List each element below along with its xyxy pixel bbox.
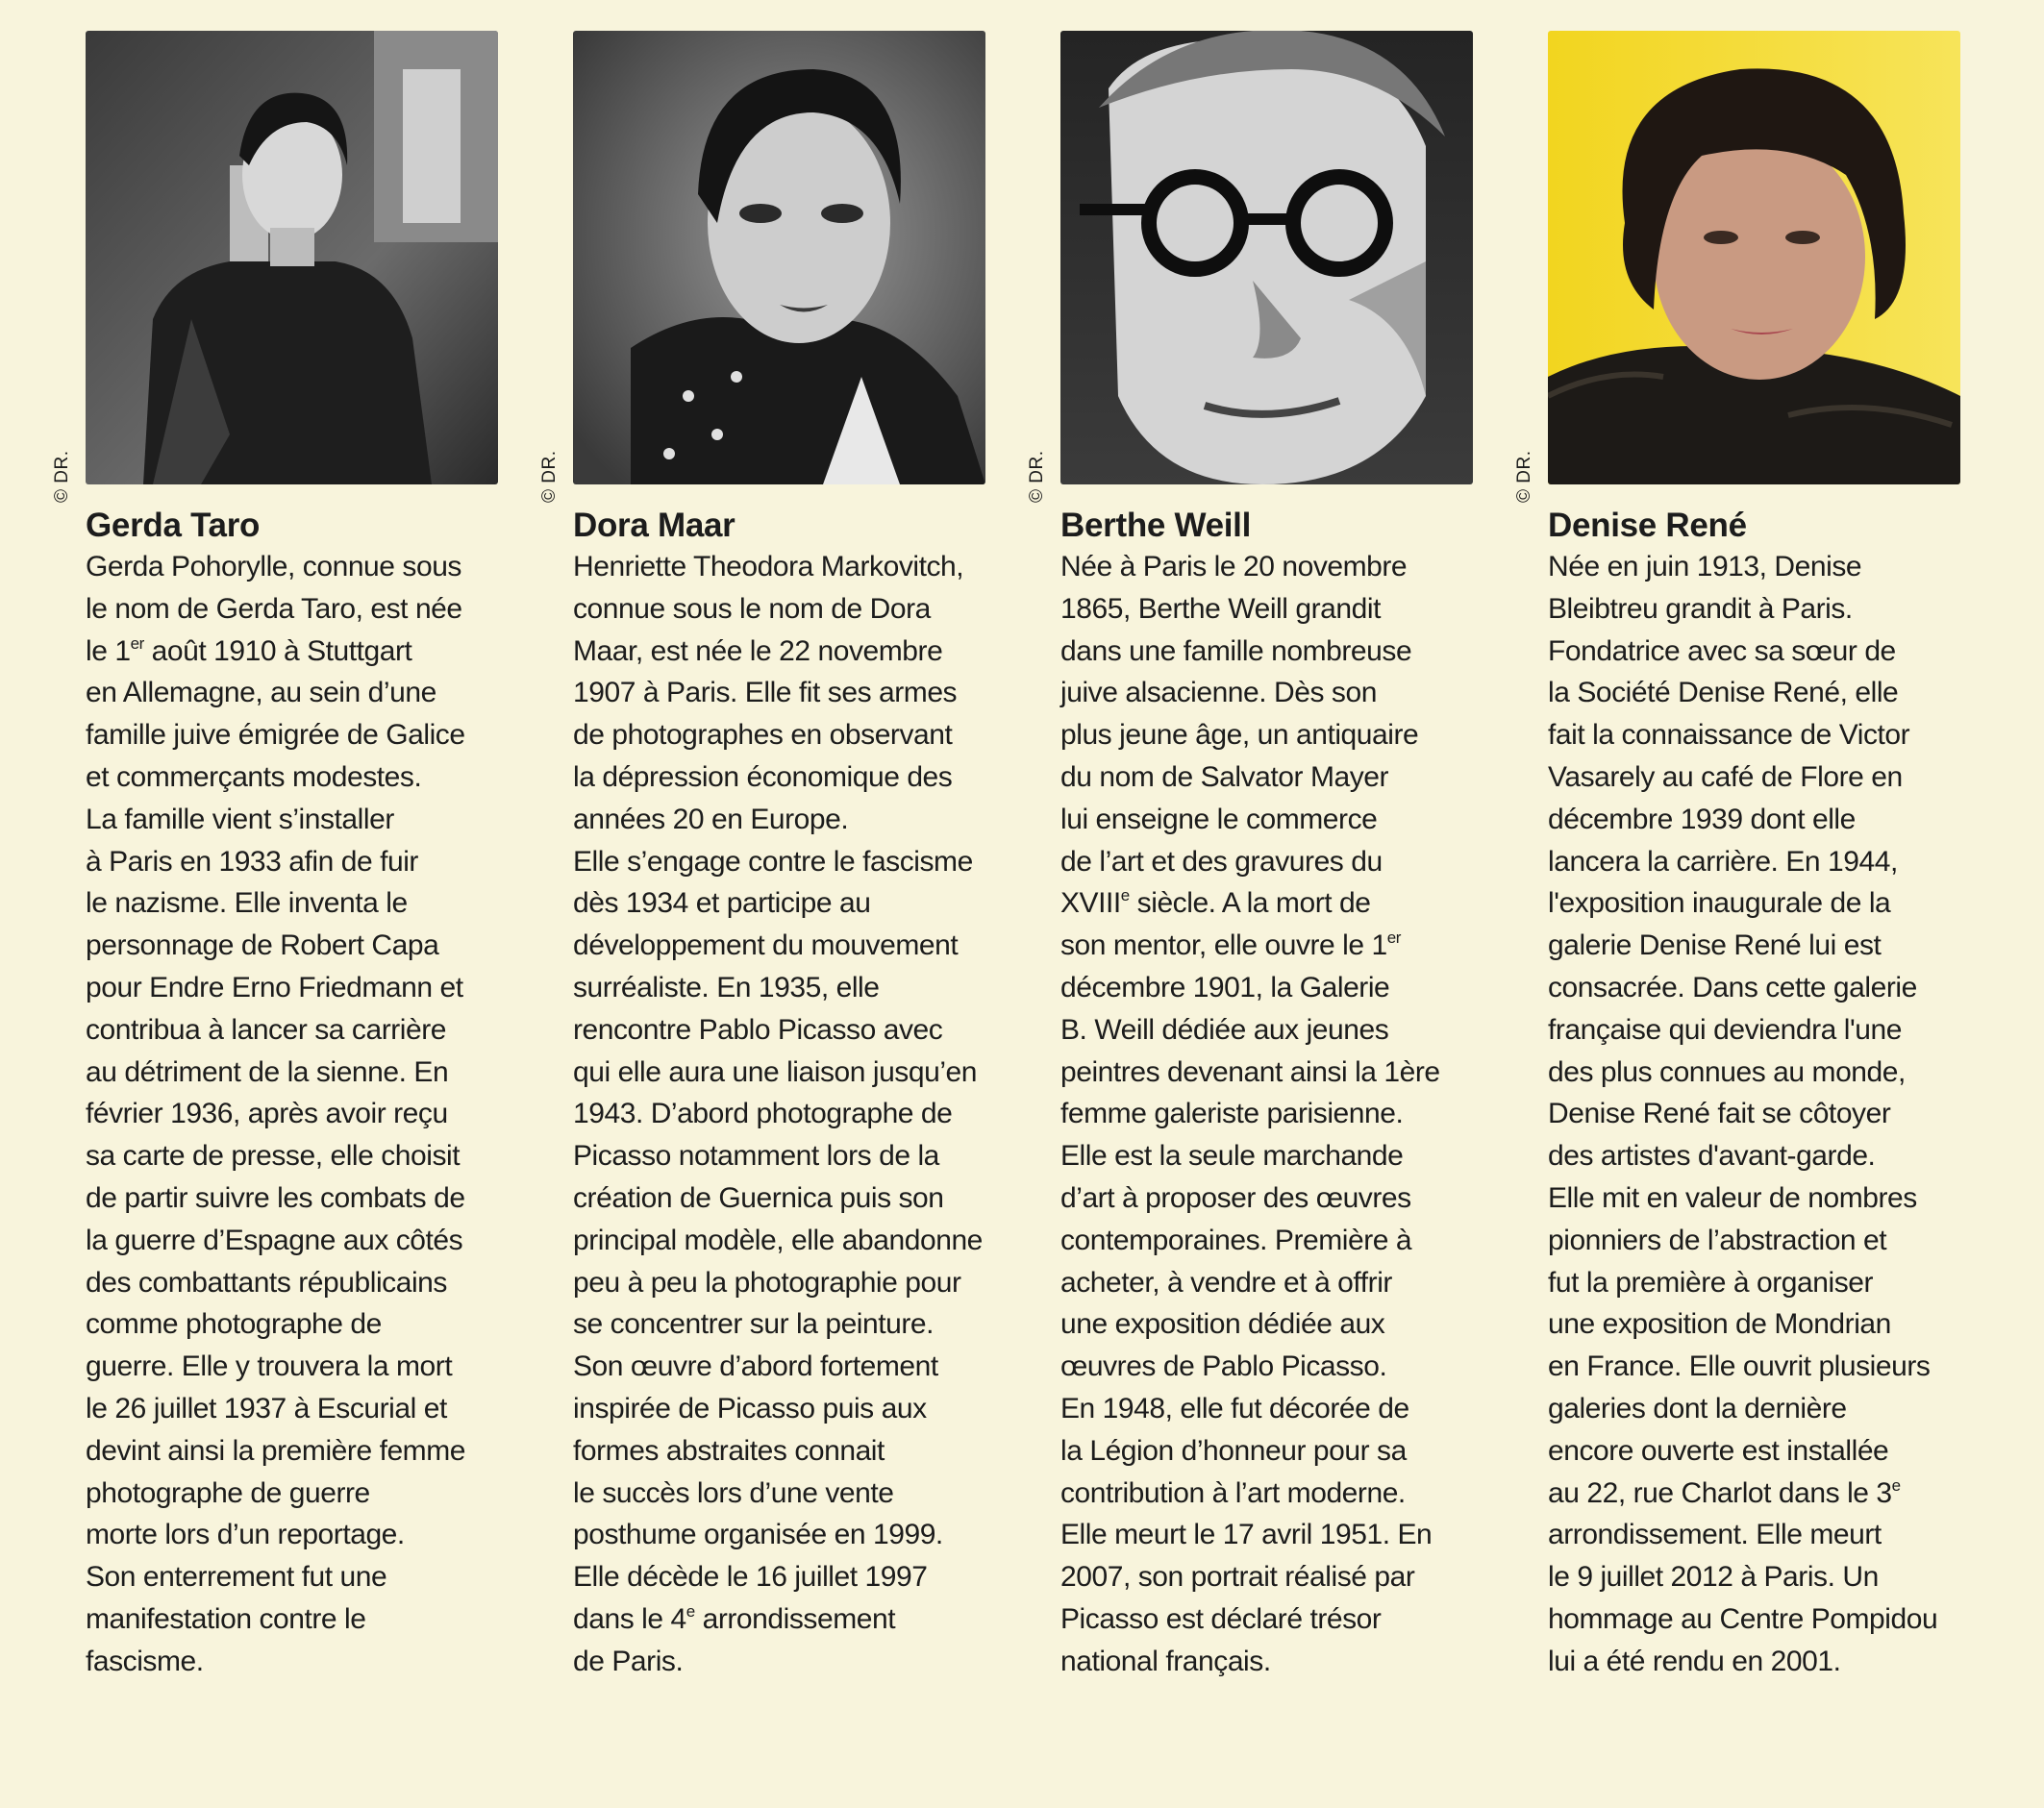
person-name: Dora Maar (573, 507, 735, 544)
dora-maar-photo (573, 31, 985, 484)
biography-text: Née en juin 1913, Denise Bleibtreu grandit à Paris. Fondatrice avec sa sœur de la Société Denise René, elle fait la connaissance de Victor Vasarely au café de Flore en décembre 1939 dont elle lancera la carrière. En 1944, l'exposition inaugurale de la galerie Denise René lui est consacrée. Dans cette galerie française qui deviendra l'une des plus connues au monde, Denise René fait se côtoyer des artistes d'avant-garde. Elle mit en valeur de nombres pionniers de l’abstraction et fut la première à organiser une exposition de Mondrian en France. Elle ouvrit plusieurs galeries dont la dernière encore ouverte est installée au 22, rue Charlot dans le 3e arrondissement. Elle meurt le 9 juillet 2012 à Paris. Un hommage au Centre Pompidou lui a été rendu en 2001. (1548, 551, 1938, 1677)
photo-credit: © DR. (1027, 450, 1047, 503)
person-name: Gerda Taro (86, 507, 261, 544)
photo-credit: © DR. (539, 450, 560, 503)
gerda-taro-portrait-icon (86, 31, 498, 484)
photo-credit: © DR. (1514, 450, 1534, 503)
biography-text: Née à Paris le 20 novembre 1865, Berthe Weill grandit dans une famille nombreuse juive alsacienne. Dès son plus jeune âge, un antiquaire du nom de Salvator Mayer lui enseigne le commerce de l’art et des gravures du XVIIIe siècle. A la mort de son mentor, elle ouvre le 1er décembre 1901, la Galerie B. Weill dédiée aux jeunes peintres devenant ainsi la 1ère femme galeriste parisienne. Elle est la seule marchande d’art à proposer des œuvres contemporaines. Première à acheter, à vendre et à offrir une exposition dédiée aux œuvres de Pablo Picasso. En 1948, elle fut décorée de la Légion d’honneur pour sa contribution à l’art moderne. Elle meurt le 17 avril 1951. En 2007, son portrait réalisé par Picasso est déclaré trésor national français. (1060, 551, 1440, 1677)
person-name: Denise René (1548, 507, 1747, 544)
person-name: Berthe Weill (1060, 507, 1252, 544)
biography-text: Gerda Pohorylle, connue sous le nom de Gerda Taro, est née le 1er août 1910 à Stuttgart en Allemagne, au sein d’une famille juive émigrée de Galice et commerçants modestes. La famille vient s’installer à Paris en 1933 afin de fuir le nazisme. Elle inventa le personnage de Robert Capa pour Endre Erno Friedmann et contribua à lancer sa carrière au détriment de la sienne. En février 1936, après avoir reçu sa carte de presse, elle choisit de partir suivre les combats de la guerre d’Espagne aux côtés des combattants républicains comme photographe de guerre. Elle y trouvera la mort le 26 juillet 1937 à Escurial et devint ainsi la première femme photographe de guerre morte lors d’un reportage. Son enterrement fut une manifestation contre le fascisme. (86, 551, 466, 1677)
denise-rene-portrait-icon (1548, 31, 1960, 484)
profile-dora-maar (539, 31, 1030, 1683)
profile-gerda-taro (52, 31, 542, 1683)
photo-credit: © DR. (52, 450, 72, 503)
dora-maar-portrait-icon (573, 31, 985, 484)
biography-text: Henriette Theodora Markovitch, connue sous le nom de Dora Maar, est née le 22 novembre 1907 à Paris. Elle fit ses armes de photographes en observant la dépression économique des années 20 en Europe. Elle s’engage contre le fascisme dès 1934 et participe au développement du mouvement surréaliste. En 1935, elle rencontre Pablo Picasso avec qui elle aura une liaison jusqu’en 1943. D’abord photographe de Picasso notamment lors de la création de Guernica puis son principal modèle, elle abandonne peu à peu la photographie pour se concentrer sur la peinture. Son œuvre d’abord fortement inspirée de Picasso puis aux formes abstraites connait le succès lors d’une vente posthume organisée en 1999. Elle décède le 16 juillet 1997 dans le 4e arrondissement de Paris. (573, 551, 983, 1677)
berthe-weill-portrait-icon (1060, 31, 1473, 484)
denise-rene-photo (1548, 31, 1960, 484)
gerda-taro-photo (86, 31, 498, 484)
profile-denise-rene (1514, 31, 2005, 1683)
profile-berthe-weill (1027, 31, 1517, 1683)
berthe-weill-photo (1060, 31, 1473, 484)
